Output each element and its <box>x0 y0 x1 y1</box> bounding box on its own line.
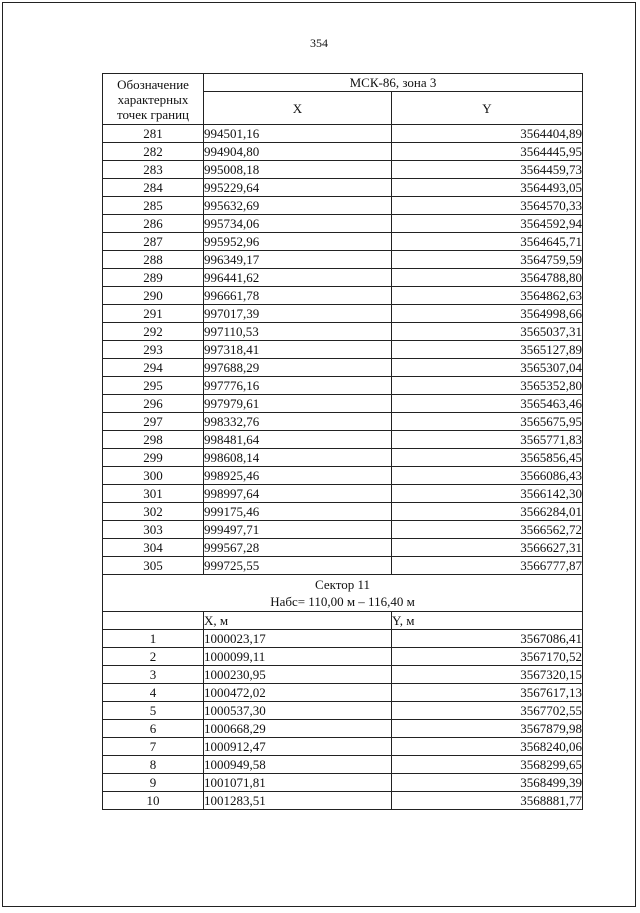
point-number-cell: 7 <box>103 738 204 756</box>
x-coordinate-cell: 1000230,95 <box>204 666 392 684</box>
point-number-cell: 302 <box>103 503 204 521</box>
point-number-cell: 287 <box>103 233 204 251</box>
table-row <box>103 756 583 774</box>
y-coordinate-cell: 3567702,55 <box>392 702 583 720</box>
y-coordinate-cell: 3567170,52 <box>392 648 583 666</box>
y-coordinate-cell: 3565127,89 <box>392 341 583 359</box>
sector-title: Сектор 11 <box>314 577 371 592</box>
point-number-cell: 303 <box>103 521 204 539</box>
sector-rows <box>103 630 583 810</box>
y-column-header: Y <box>392 92 583 125</box>
x-coordinate-cell: 994501,16 <box>204 125 392 143</box>
point-designation-header: Обозначение характерных точек границ <box>103 74 204 125</box>
table-row <box>103 287 583 305</box>
document-page <box>2 2 636 907</box>
table-row <box>103 377 583 395</box>
x-coordinate-cell: 1000099,11 <box>204 648 392 666</box>
point-number-cell: 6 <box>103 720 204 738</box>
point-number-cell: 299 <box>103 449 204 467</box>
x-coordinate-cell: 1000537,30 <box>204 702 392 720</box>
x-coordinate-cell: 998332,76 <box>204 413 392 431</box>
page-number: 354 <box>310 36 328 50</box>
sector-elevation: Набс= 110,00 м – 116,40 м <box>270 594 415 609</box>
table-row <box>103 521 583 539</box>
y-coordinate-cell: 3565771,83 <box>392 431 583 449</box>
y-coordinate-cell: 3566777,87 <box>392 557 583 575</box>
y-coordinate-cell: 3568881,77 <box>392 792 583 810</box>
point-number-cell: 283 <box>103 161 204 179</box>
table-row <box>103 648 583 666</box>
table-row <box>103 684 583 702</box>
x-coordinate-cell: 996441,62 <box>204 269 392 287</box>
point-number-cell: 9 <box>103 774 204 792</box>
point-number-cell: 288 <box>103 251 204 269</box>
x-column-header: X <box>204 92 392 125</box>
point-number-cell: 281 <box>103 125 204 143</box>
x-coordinate-cell: 1001071,81 <box>204 774 392 792</box>
y-coordinate-cell: 3564570,33 <box>392 197 583 215</box>
table-row <box>103 738 583 756</box>
point-number-cell: 295 <box>103 377 204 395</box>
table-row <box>103 702 583 720</box>
table-row <box>103 557 583 575</box>
table-row <box>103 179 583 197</box>
table-row <box>103 413 583 431</box>
point-number-cell: 293 <box>103 341 204 359</box>
table-row <box>103 341 583 359</box>
y-coordinate-cell: 3564404,89 <box>392 125 583 143</box>
y-coordinate-cell: 3565307,04 <box>392 359 583 377</box>
y-coordinate-cell: 3564788,80 <box>392 269 583 287</box>
table-row <box>103 395 583 413</box>
y-coordinate-cell: 3567617,13 <box>392 684 583 702</box>
x-coordinate-cell: 995008,18 <box>204 161 392 179</box>
x-coordinate-cell: 1000472,02 <box>204 684 392 702</box>
sector-y-unit: Y, м <box>392 612 583 630</box>
point-number-cell: 282 <box>103 143 204 161</box>
table-row <box>103 269 583 287</box>
y-coordinate-cell: 3564645,71 <box>392 233 583 251</box>
table-row <box>103 161 583 179</box>
point-number-cell: 298 <box>103 431 204 449</box>
table-row <box>103 125 583 143</box>
point-number-cell: 286 <box>103 215 204 233</box>
sector-units-row <box>103 612 583 630</box>
point-number-cell: 10 <box>103 792 204 810</box>
x-coordinate-cell: 998481,64 <box>204 431 392 449</box>
sector-heading-row <box>103 575 583 612</box>
y-coordinate-cell: 3567879,98 <box>392 720 583 738</box>
x-coordinate-cell: 997110,53 <box>204 323 392 341</box>
table-row <box>103 449 583 467</box>
point-number-cell: 284 <box>103 179 204 197</box>
table-row <box>103 630 583 648</box>
x-coordinate-cell: 998608,14 <box>204 449 392 467</box>
y-coordinate-cell: 3564592,94 <box>392 215 583 233</box>
point-number-cell: 3 <box>103 666 204 684</box>
point-number-cell: 301 <box>103 485 204 503</box>
table-row <box>103 503 583 521</box>
x-coordinate-cell: 997017,39 <box>204 305 392 323</box>
y-coordinate-cell: 3564998,66 <box>392 305 583 323</box>
main-rows <box>103 125 583 575</box>
point-number-cell: 290 <box>103 287 204 305</box>
table-row <box>103 774 583 792</box>
coordinates-table <box>102 73 583 810</box>
point-number-cell: 8 <box>103 756 204 774</box>
x-coordinate-cell: 995952,96 <box>204 233 392 251</box>
table-row <box>103 792 583 810</box>
x-coordinate-cell: 995734,06 <box>204 215 392 233</box>
x-coordinate-cell: 994904,80 <box>204 143 392 161</box>
table-row <box>103 666 583 684</box>
x-coordinate-cell: 997688,29 <box>204 359 392 377</box>
y-coordinate-cell: 3564445,95 <box>392 143 583 161</box>
sector-heading <box>103 575 583 612</box>
point-number-cell: 297 <box>103 413 204 431</box>
table-row <box>103 197 583 215</box>
x-coordinate-cell: 1000668,29 <box>204 720 392 738</box>
point-number-cell: 291 <box>103 305 204 323</box>
x-coordinate-cell: 999725,55 <box>204 557 392 575</box>
x-coordinate-cell: 997318,41 <box>204 341 392 359</box>
x-coordinate-cell: 999497,71 <box>204 521 392 539</box>
y-coordinate-cell: 3566142,30 <box>392 485 583 503</box>
table-row <box>103 485 583 503</box>
table-row <box>103 539 583 557</box>
coordinate-system-header: МСК-86, зона 3 <box>204 74 583 92</box>
table-row <box>103 431 583 449</box>
y-coordinate-cell: 3568240,06 <box>392 738 583 756</box>
table-row <box>103 467 583 485</box>
table-row <box>103 323 583 341</box>
y-coordinate-cell: 3566086,43 <box>392 467 583 485</box>
table-row <box>103 215 583 233</box>
table-row <box>103 305 583 323</box>
point-number-cell: 285 <box>103 197 204 215</box>
table-row <box>103 233 583 251</box>
y-coordinate-cell: 3566627,31 <box>392 539 583 557</box>
y-coordinate-cell: 3566562,72 <box>392 521 583 539</box>
point-number-cell: 304 <box>103 539 204 557</box>
y-coordinate-cell: 3565037,31 <box>392 323 583 341</box>
y-coordinate-cell: 3566284,01 <box>392 503 583 521</box>
y-coordinate-cell: 3565675,95 <box>392 413 583 431</box>
point-number-cell: 305 <box>103 557 204 575</box>
y-coordinate-cell: 3567320,15 <box>392 666 583 684</box>
x-coordinate-cell: 995229,64 <box>204 179 392 197</box>
point-number-cell: 300 <box>103 467 204 485</box>
table-row <box>103 143 583 161</box>
sector-x-unit: X, м <box>204 612 392 630</box>
x-coordinate-cell: 998925,46 <box>204 467 392 485</box>
y-coordinate-cell: 3565856,45 <box>392 449 583 467</box>
point-number-cell: 289 <box>103 269 204 287</box>
table-row <box>103 359 583 377</box>
x-coordinate-cell: 997776,16 <box>204 377 392 395</box>
point-number-cell: 296 <box>103 395 204 413</box>
y-coordinate-cell: 3565352,80 <box>392 377 583 395</box>
point-number-cell: 2 <box>103 648 204 666</box>
x-coordinate-cell: 1001283,51 <box>204 792 392 810</box>
point-number-cell: 294 <box>103 359 204 377</box>
x-coordinate-cell: 1000023,17 <box>204 630 392 648</box>
table-row <box>103 251 583 269</box>
sector-units-empty-cell <box>103 612 204 630</box>
x-coordinate-cell: 996661,78 <box>204 287 392 305</box>
x-coordinate-cell: 1000949,58 <box>204 756 392 774</box>
y-coordinate-cell: 3564459,73 <box>392 161 583 179</box>
point-number-cell: 4 <box>103 684 204 702</box>
y-coordinate-cell: 3564493,05 <box>392 179 583 197</box>
y-coordinate-cell: 3564862,63 <box>392 287 583 305</box>
x-coordinate-cell: 998997,64 <box>204 485 392 503</box>
y-coordinate-cell: 3565463,46 <box>392 395 583 413</box>
x-coordinate-cell: 999175,46 <box>204 503 392 521</box>
point-number-cell: 1 <box>103 630 204 648</box>
point-number-cell: 5 <box>103 702 204 720</box>
y-coordinate-cell: 3568499,39 <box>392 774 583 792</box>
table-row <box>103 720 583 738</box>
point-number-cell: 292 <box>103 323 204 341</box>
x-coordinate-cell: 1000912,47 <box>204 738 392 756</box>
x-coordinate-cell: 999567,28 <box>204 539 392 557</box>
x-coordinate-cell: 996349,17 <box>204 251 392 269</box>
y-coordinate-cell: 3564759,59 <box>392 251 583 269</box>
y-coordinate-cell: 3567086,41 <box>392 630 583 648</box>
x-coordinate-cell: 995632,69 <box>204 197 392 215</box>
x-coordinate-cell: 997979,61 <box>204 395 392 413</box>
y-coordinate-cell: 3568299,65 <box>392 756 583 774</box>
